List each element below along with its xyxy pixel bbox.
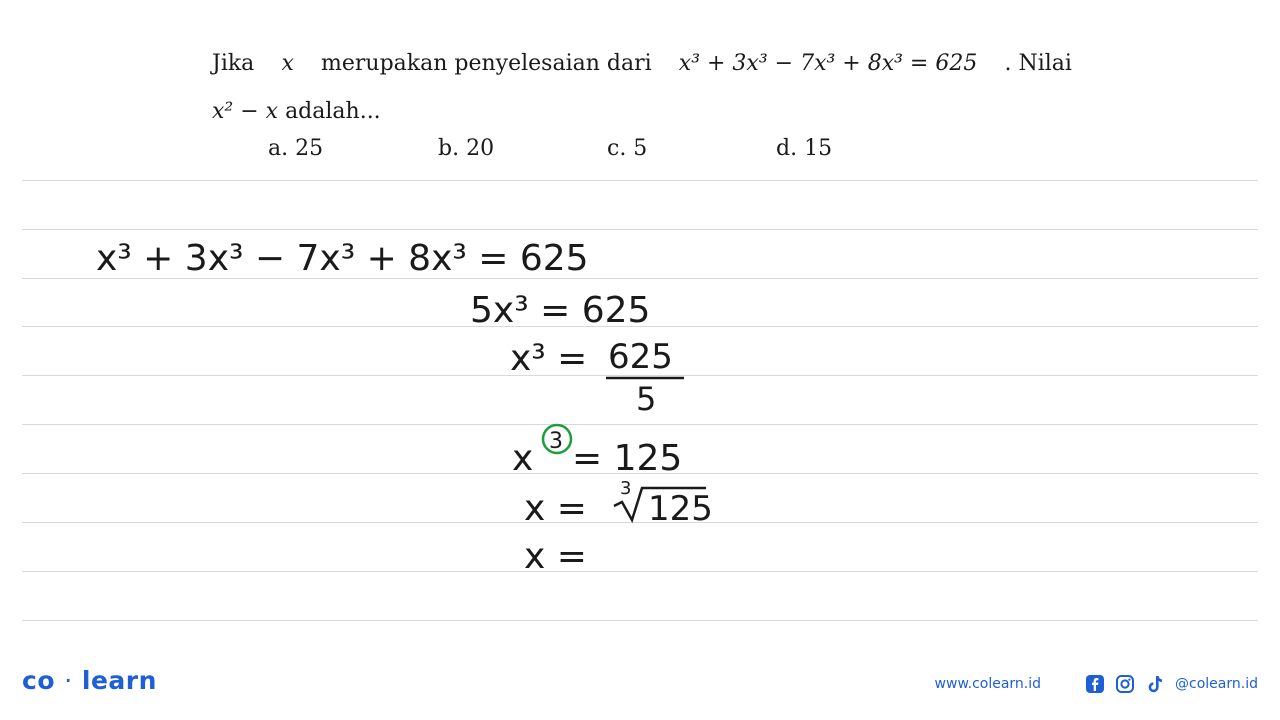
hw-line-6: x = bbox=[524, 536, 587, 577]
tiktok-icon[interactable] bbox=[1145, 674, 1165, 694]
option-d[interactable]: d. 15 bbox=[776, 136, 833, 161]
hw-line-5-root-index: 3 bbox=[620, 478, 632, 499]
logo-learn: learn bbox=[81, 666, 157, 695]
hw-line-4-rhs: = 125 bbox=[572, 438, 683, 479]
question-end: . Nilai bbox=[1004, 51, 1072, 76]
hw-line-3-denominator: 5 bbox=[636, 380, 657, 418]
social-handle[interactable]: @colearn.id bbox=[1175, 676, 1258, 692]
hw-line-3-numerator: 625 bbox=[608, 337, 673, 377]
question-equation: x³ + 3x³ − 7x³ + 8x³ = 625 bbox=[678, 51, 978, 76]
hw-line-3-lhs: x³ = bbox=[510, 338, 588, 379]
hw-line-5-lhs: x = bbox=[524, 488, 587, 529]
option-a[interactable]: a. 25 bbox=[268, 136, 324, 161]
footer-links bbox=[935, 674, 1258, 694]
question-middle: merupakan penyelesaian dari bbox=[321, 51, 652, 76]
website-link[interactable]: www.colearn.id bbox=[934, 676, 1042, 692]
question-var-x: x bbox=[281, 51, 294, 76]
logo-dot: · bbox=[64, 666, 73, 695]
question-expression: x² − x bbox=[212, 99, 279, 124]
question-adalah: adalah... bbox=[285, 99, 381, 124]
option-c[interactable]: c. 5 bbox=[607, 136, 648, 161]
hw-line-1: x³ + 3x³ − 7x³ + 8x³ = 625 bbox=[96, 238, 589, 279]
hw-line-5-radicand: 125 bbox=[648, 489, 713, 529]
logo-co: co bbox=[22, 666, 55, 695]
hw-line-4-exponent: 3 bbox=[549, 429, 563, 454]
option-b[interactable]: b. 20 bbox=[438, 136, 495, 161]
instagram-icon[interactable] bbox=[1115, 674, 1135, 694]
facebook-icon[interactable] bbox=[1085, 674, 1105, 694]
hw-line-2: 5x³ = 625 bbox=[470, 290, 651, 331]
question-intro: Jika bbox=[212, 51, 255, 76]
colearn-logo bbox=[22, 666, 157, 695]
hw-line-4-lhs: x bbox=[512, 438, 534, 479]
